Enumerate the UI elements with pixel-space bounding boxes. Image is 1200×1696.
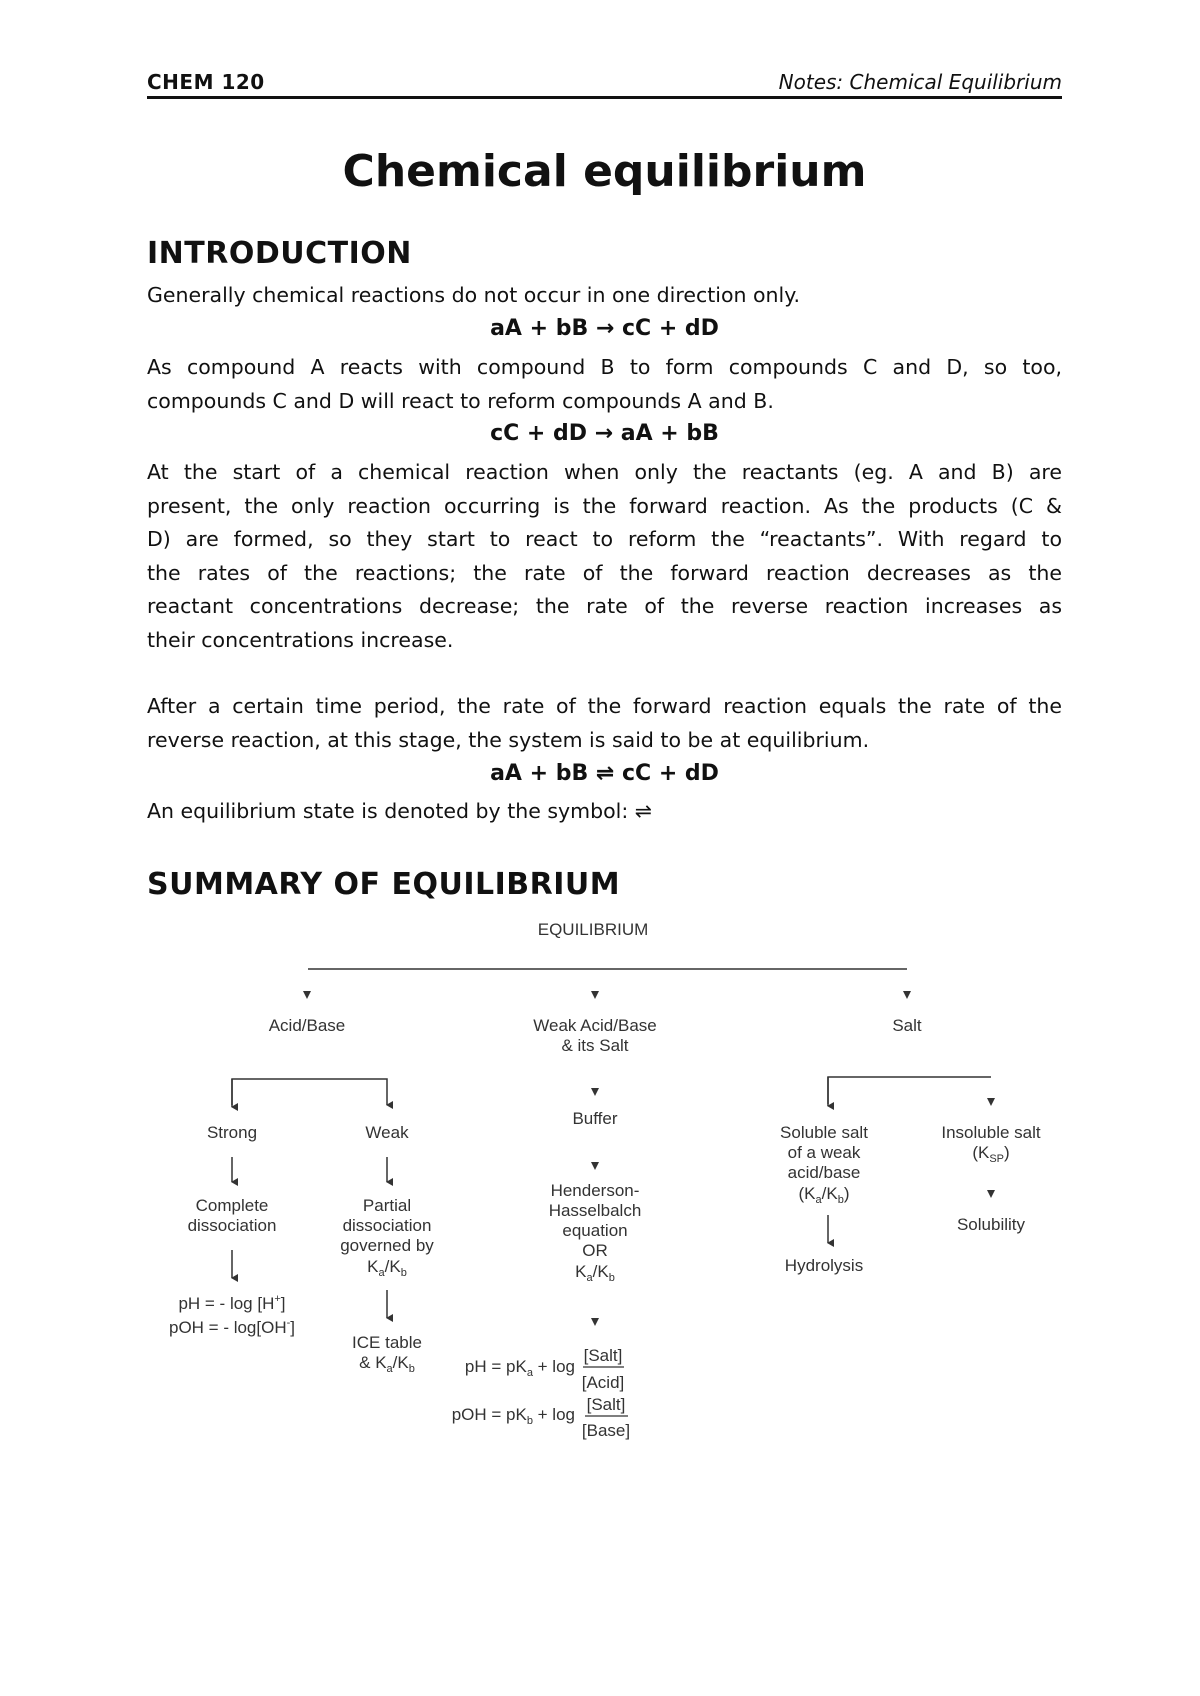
intro-paragraph-1: Generally chemical reactions do not occur in one direction only. (147, 283, 800, 307)
page-title: Chemical equilibrium (342, 146, 867, 197)
node-soluble-ka-kb: $(K_a/K_b)$ (798, 1184, 850, 1206)
course-code: CHEM 120 (147, 70, 265, 94)
node-hh-line1: Henderson- (550, 1181, 640, 1200)
node-soluble-line3: acid/base (787, 1163, 861, 1182)
equation-equilibrium: aA + bB ⇌ cC + dD (490, 761, 719, 786)
node-partial-line2: dissociation (342, 1216, 432, 1235)
node-partial-ka-kb: $K_a/K_b$ (367, 1257, 407, 1279)
intro-paragraph-3: At the start of a chemical reaction when only the reactants (eg. A and B) are present, the only reaction occurring is the forward reaction. As the products (C & D) are formed, so they start to react to reform the “reactants”. With regard to the rates of the reactions; the rate of the forward reaction decreases as the reactant concentrations decrease; the rate of the reverse reaction increases as their concentrations increase. (147, 460, 1062, 652)
salt-branch-line (828, 1077, 991, 1104)
equation-reverse: cC + dD → aA + bB (490, 421, 719, 446)
node-ice-line1: ICE table (352, 1333, 422, 1352)
formula-poh-base: [Base] (581, 1421, 631, 1440)
node-weak-acid-line2: & its Salt (561, 1036, 629, 1055)
arrow-weak-acid (591, 991, 599, 999)
node-hh-line4: OR (582, 1241, 608, 1260)
formula-ph-acid: [Acid] (581, 1373, 625, 1392)
formula-poh-buffer: pOH = $pK_b + \log$ (451, 1405, 575, 1427)
node-complete-line1: Complete (195, 1196, 269, 1215)
node-salt: Salt (892, 1016, 922, 1035)
formula-ph-strong: pH = - log [H+] (178, 1293, 286, 1313)
acid-base-branch (232, 1079, 387, 1105)
node-partial-line3: governed by (340, 1236, 434, 1255)
arrow-acid-base (303, 991, 311, 999)
node-insoluble-ksp: $(K_{SP})$ (972, 1143, 1010, 1165)
formula-ph-salt: [Salt] (583, 1346, 623, 1365)
node-ice-line2: & $K_a/K_b$ (359, 1353, 415, 1375)
node-complete-line2: dissociation (187, 1216, 277, 1235)
node-soluble-line2: of a weak (787, 1143, 861, 1162)
arrow-salt (903, 991, 911, 999)
arrow-buffer (591, 1088, 599, 1096)
intro-paragraph-4: After a certain time period, the rate of the forward reaction equals the rate of the reverse reaction, at this stage, the system is said to be at equilibrium. (147, 694, 1062, 752)
arrow-solubility (987, 1190, 995, 1198)
node-acid-base: Acid/Base (268, 1016, 346, 1035)
summary-heading: SUMMARY OF EQUILIBRIUM (147, 867, 621, 902)
node-insoluble-line1: Insoluble salt (941, 1123, 1041, 1142)
equation-forward: aA + bB → cC + dD (490, 316, 719, 341)
node-soluble-line1: Soluble salt (780, 1123, 868, 1142)
arrow-hh-formulas (591, 1318, 599, 1326)
header-notes-title: Notes: Chemical Equilibrium (778, 70, 1062, 94)
node-hh-line3: equation (562, 1221, 628, 1240)
node-hh-line2: Hasselbalch (548, 1201, 642, 1220)
node-hh-ka-kb: $K_a/K_b$ (575, 1262, 615, 1284)
node-hydrolysis: Hydrolysis (784, 1256, 864, 1275)
arrow-insoluble (987, 1098, 995, 1106)
node-strong: Strong (206, 1123, 258, 1142)
arrow-hh (591, 1162, 599, 1170)
node-partial-line1: Partial (362, 1196, 412, 1215)
node-equilibrium: EQUILIBRIUM (537, 920, 649, 939)
formula-poh-salt: [Salt] (586, 1395, 626, 1414)
formula-ph-buffer: pH = $pK_a + \log$ (464, 1357, 575, 1379)
formula-poh-strong: pOH = - log[OH-] (168, 1317, 296, 1337)
node-solubility: Solubility (956, 1215, 1026, 1234)
intro-heading: INTRODUCTION (147, 236, 412, 271)
node-weak-acid-line1: Weak Acid/Base (533, 1016, 657, 1035)
intro-paragraph-2: As compound A reacts with compound B to form compounds C and D, so too, compounds C and D will react to reform compounds A and B. (147, 355, 1062, 413)
node-buffer: Buffer (572, 1109, 618, 1128)
intro-paragraph-5: An equilibrium state is denoted by the symbol: ⇌ (147, 799, 652, 823)
node-weak: Weak (365, 1123, 409, 1142)
